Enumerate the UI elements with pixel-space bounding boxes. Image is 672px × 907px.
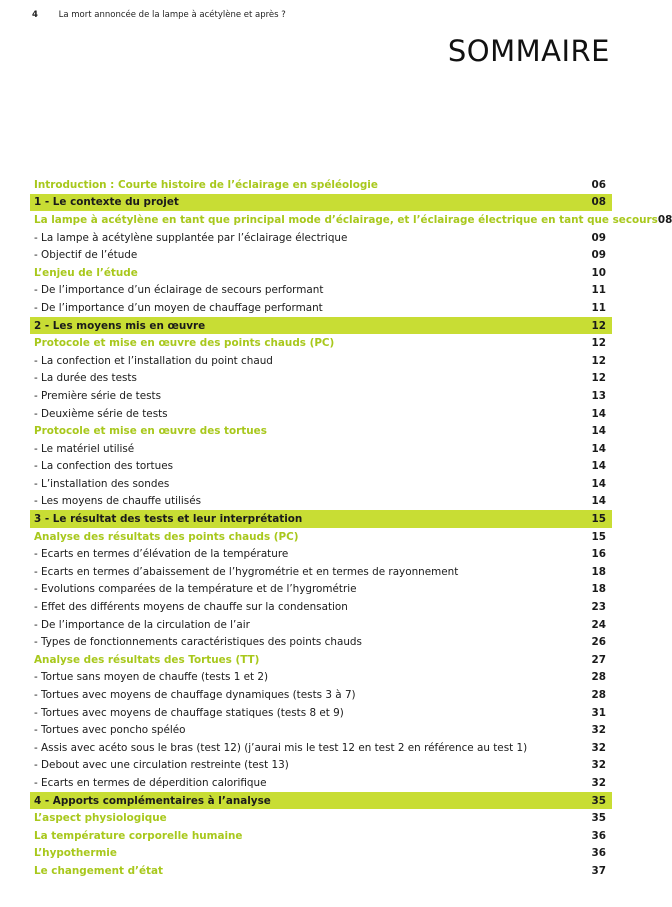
toc-entry-page: 27: [591, 653, 606, 666]
toc-entry-page: 08: [657, 213, 672, 226]
toc-entry-title: L’aspect physiologique: [34, 812, 167, 825]
toc-entry-page: 18: [591, 583, 606, 596]
toc-entry-title: - Tortue sans moyen de chauffe (tests 1 et 2): [34, 671, 269, 684]
toc-entry-page: 32: [591, 759, 606, 772]
running-header: [32, 10, 286, 20]
toc-entry-title: Analyse des résultats des points chauds (PC): [34, 530, 299, 543]
toc-entry-page: 14: [591, 495, 606, 508]
toc-entry-page: 28: [591, 689, 606, 702]
page-title: SOMMAIRE: [447, 34, 610, 68]
toc-entry-page: 36: [591, 847, 606, 860]
toc-item-row: [30, 352, 612, 370]
toc-entry-page: 36: [591, 829, 606, 842]
toc-entry-page: 13: [591, 389, 606, 402]
toc-entry-title: La température corporelle humaine: [34, 829, 243, 842]
toc-entry-page: 18: [591, 565, 606, 578]
toc-section-row: [30, 422, 612, 440]
header-running-title: La mort annoncée de la lampe à acétylène et après ?: [58, 10, 286, 20]
toc-item-row: [30, 387, 612, 405]
toc-item-row: [30, 405, 612, 423]
toc-entry-title: - Ecarts en termes de déperdition calorifique: [34, 776, 267, 789]
toc-entry-title: Introduction : Courte histoire de l’éclairage en spéléologie: [34, 178, 378, 191]
toc-entry-page: 14: [591, 442, 606, 455]
toc-entry-page: 24: [591, 618, 606, 631]
toc-entry-page: 14: [591, 477, 606, 490]
toc-item-row: [30, 563, 612, 581]
toc-chapter-row: [30, 510, 612, 528]
toc-item-row: [30, 616, 612, 634]
table-of-contents: [30, 176, 672, 880]
toc-entry-page: 15: [591, 513, 606, 526]
toc-entry-title: 1 - Le contexte du projet: [34, 196, 179, 209]
toc-entry-title: - La lampe à acétylène supplantée par l’éclairage électrique: [34, 231, 348, 244]
toc-section-row: [30, 809, 612, 827]
toc-entry-title: L’hypothermie: [34, 847, 117, 860]
toc-section-row: [30, 264, 612, 282]
toc-item-row: [30, 774, 612, 792]
toc-section-row: [30, 528, 612, 546]
toc-entry-page: 11: [591, 284, 606, 297]
toc-entry-title: - De l’importance d’un éclairage de secours performant: [34, 284, 324, 297]
toc-entry-title: 2 - Les moyens mis en œuvre: [34, 319, 206, 332]
toc-entry-page: 08: [591, 196, 606, 209]
toc-entry-page: 14: [591, 407, 606, 420]
toc-entry-title: - Debout avec une circulation restreinte (test 13): [34, 759, 289, 772]
toc-entry-page: 10: [591, 266, 606, 279]
toc-entry-page: 12: [591, 354, 606, 367]
toc-entry-title: - Tortues avec moyens de chauffage dynamiques (tests 3 à 7): [34, 689, 356, 702]
toc-item-row: [30, 299, 612, 317]
toc-entry-title: 4 - Apports complémentaires à l’analyse: [34, 794, 271, 807]
toc-entry-page: 11: [591, 301, 606, 314]
toc-entry-page: 28: [591, 671, 606, 684]
toc-entry-page: 14: [591, 425, 606, 438]
toc-entry-page: 31: [591, 706, 606, 719]
toc-entry-page: 14: [591, 460, 606, 473]
toc-item-row: [30, 246, 612, 264]
toc-section-row: [30, 176, 612, 194]
toc-item-row: [30, 686, 612, 704]
toc-entry-title: - L’installation des sondes: [34, 477, 170, 490]
toc-entry-title: - Objectif de l’étude: [34, 249, 138, 262]
toc-section-row: [30, 211, 672, 229]
toc-entry-title: Protocole et mise en œuvre des points chauds (PC): [34, 337, 335, 350]
toc-entry-page: 12: [591, 372, 606, 385]
toc-section-row: [30, 862, 612, 880]
toc-entry-title: - Evolutions comparées de la température et de l’hygrométrie: [34, 583, 357, 596]
toc-entry-title: - Types de fonctionnements caractéristiques des points chauds: [34, 636, 362, 649]
toc-item-row: [30, 440, 612, 458]
toc-entry-page: 15: [591, 530, 606, 543]
toc-entry-title: - Tortues avec poncho spéléo: [34, 724, 186, 737]
toc-entry-title: Analyse des résultats des Tortues (TT): [34, 653, 260, 666]
toc-item-row: [30, 493, 612, 511]
toc-item-row: [30, 282, 612, 300]
toc-entry-title: - La durée des tests: [34, 372, 137, 385]
toc-entry-title: L’enjeu de l’étude: [34, 266, 138, 279]
toc-entry-page: 32: [591, 776, 606, 789]
toc-item-row: [30, 545, 612, 563]
toc-item-row: [30, 721, 612, 739]
toc-entry-title: - Tortues avec moyens de chauffage statiques (tests 8 et 9): [34, 706, 344, 719]
toc-entry-title: - Ecarts en termes d’élévation de la température: [34, 548, 289, 561]
toc-section-row: [30, 845, 612, 863]
toc-entry-page: 09: [591, 231, 606, 244]
toc-entry-page: 26: [591, 636, 606, 649]
toc-entry-title: - Les moyens de chauffe utilisés: [34, 495, 202, 508]
toc-section-row: [30, 334, 612, 352]
toc-section-row: [30, 651, 612, 669]
toc-entry-title: - Ecarts en termes d’abaissement de l’hygrométrie et en termes de rayonnement: [34, 565, 459, 578]
toc-entry-page: 12: [591, 319, 606, 332]
toc-entry-title: - La confection et l’installation du point chaud: [34, 354, 273, 367]
toc-item-row: [30, 704, 612, 722]
toc-chapter-row: [30, 792, 612, 810]
toc-item-row: [30, 739, 612, 757]
toc-entry-page: 16: [591, 548, 606, 561]
toc-item-row: [30, 757, 612, 775]
toc-entry-title: - Le matériel utilisé: [34, 442, 135, 455]
toc-item-row: [30, 581, 612, 599]
toc-entry-page: 12: [591, 337, 606, 350]
toc-entry-title: - Effet des différents moyens de chauffe sur la condensation: [34, 601, 348, 614]
toc-item-row: [30, 370, 612, 388]
toc-entry-title: - De l’importance d’un moyen de chauffage performant: [34, 301, 323, 314]
toc-item-row: [30, 475, 612, 493]
toc-entry-page: 09: [591, 249, 606, 262]
toc-item-row: [30, 669, 612, 687]
toc-entry-title: - Première série de tests: [34, 389, 162, 402]
toc-entry-page: 32: [591, 724, 606, 737]
toc-item-row: [30, 598, 612, 616]
toc-entry-title: - Deuxième série de tests: [34, 407, 168, 420]
toc-entry-title: - De l’importance de la circulation de l’air: [34, 618, 250, 631]
toc-entry-title: - La confection des tortues: [34, 460, 174, 473]
toc-entry-page: 06: [591, 178, 606, 191]
toc-entry-title: Le changement d’état: [34, 864, 163, 877]
toc-item-row: [30, 458, 612, 476]
toc-entry-page: 35: [591, 812, 606, 825]
toc-entry-title: 3 - Le résultat des tests et leur interprétation: [34, 513, 303, 526]
toc-item-row: [30, 633, 612, 651]
toc-entry-page: 35: [591, 794, 606, 807]
toc-entry-title: - Assis avec acéto sous le bras (test 12) (j’aurai mis le test 12 en test 2 en référence au test 1): [34, 741, 528, 754]
toc-entry-page: 37: [591, 864, 606, 877]
toc-entry-title: Protocole et mise en œuvre des tortues: [34, 425, 267, 438]
header-page-number: 4: [32, 10, 38, 20]
toc-chapter-row: [30, 194, 612, 212]
toc-entry-page: 23: [591, 601, 606, 614]
toc-entry-title: La lampe à acétylène en tant que principal mode d’éclairage, et l’éclairage électrique en tant que secours: [34, 213, 658, 226]
toc-entry-page: 32: [591, 741, 606, 754]
toc-section-row: [30, 827, 612, 845]
toc-chapter-row: [30, 317, 612, 335]
toc-item-row: [30, 229, 612, 247]
